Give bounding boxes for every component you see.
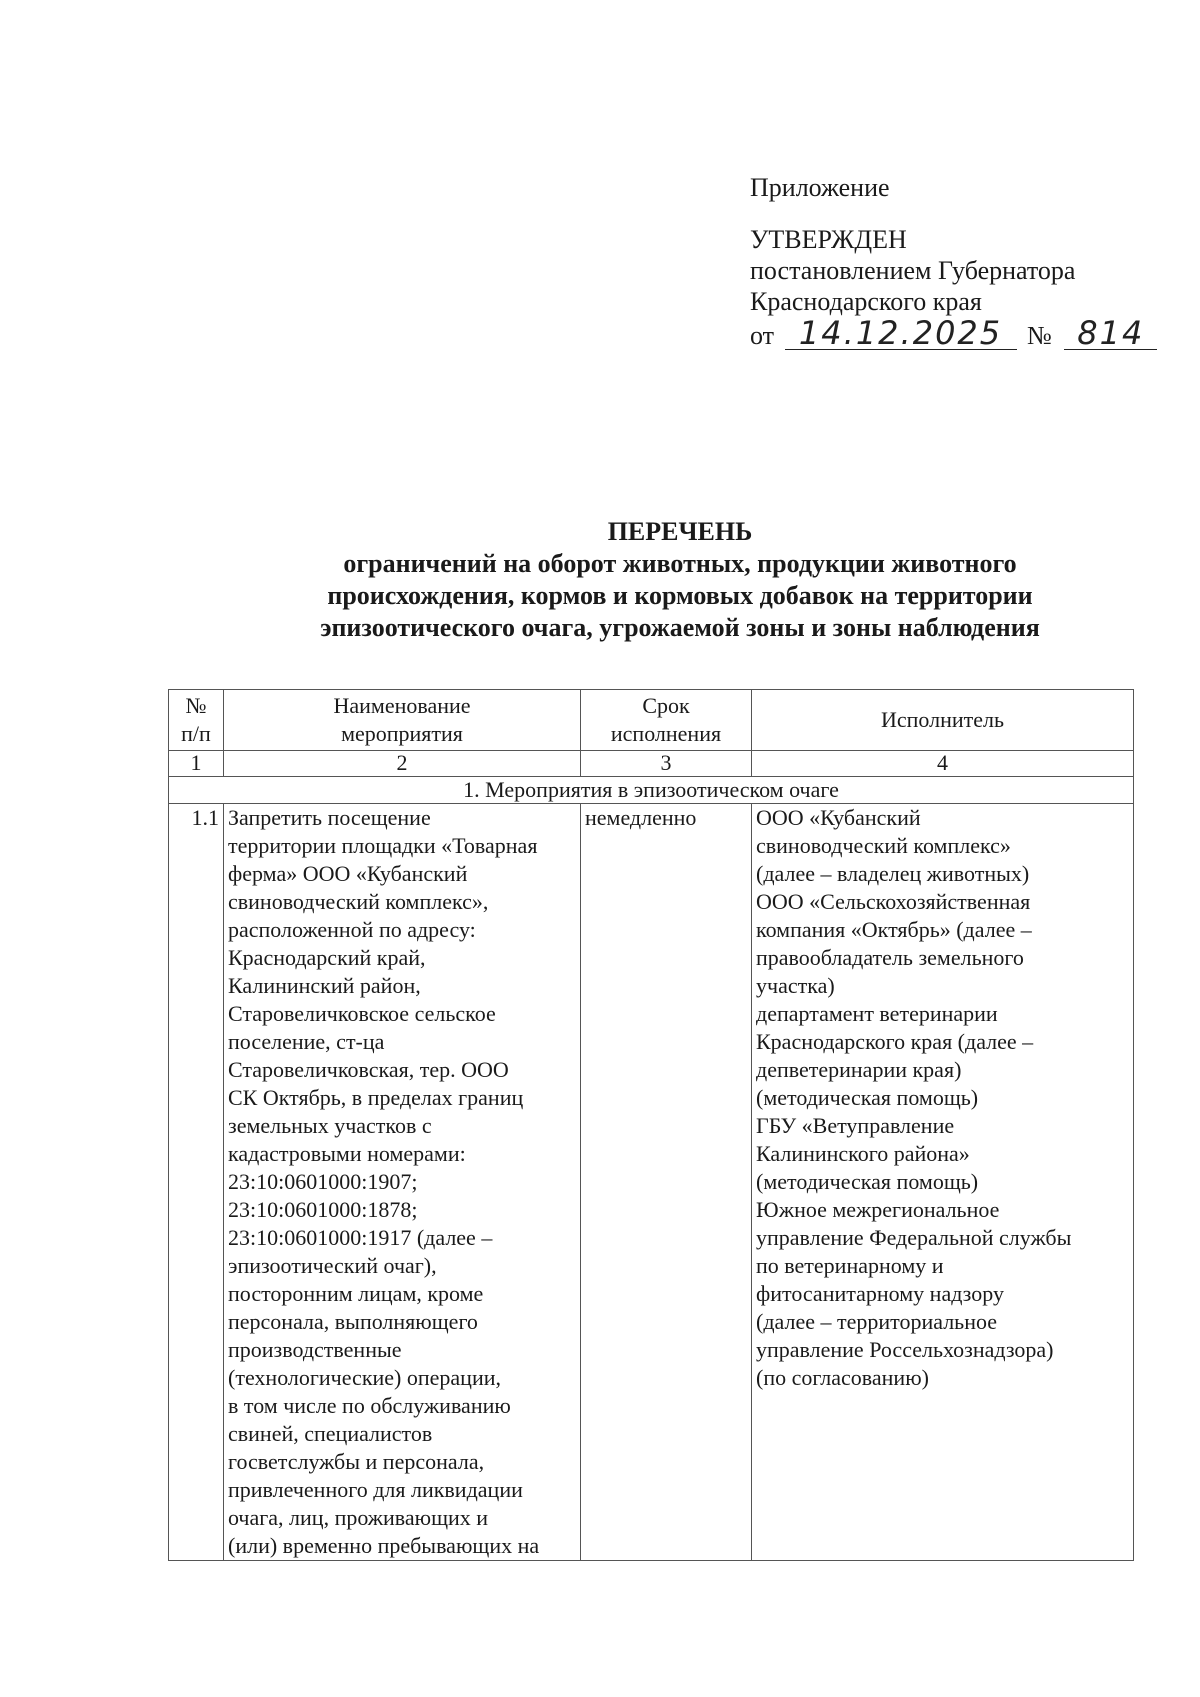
text-line: департамент ветеринарии	[756, 1001, 998, 1026]
text-line: 23:10:0601000:1917 (далее –	[228, 1225, 493, 1250]
row-measure-name	[224, 804, 581, 1561]
text-line: Краснодарского края (далее –	[756, 1029, 1034, 1054]
text-line: Запретить посещение	[228, 805, 431, 830]
text-line: территории площадки «Товарная	[228, 833, 538, 858]
text-line: управление Россельхознадзора)	[756, 1337, 1054, 1362]
col-number-3: 3	[581, 751, 752, 777]
text-line: (технологические) операции,	[228, 1365, 501, 1390]
text-line: в том числе по обслуживанию	[228, 1393, 511, 1418]
row-number: 1.1	[169, 804, 224, 1561]
text-line: Старовеличковская, тер. ООО	[228, 1057, 509, 1082]
section-title: 1. Мероприятия в эпизоотическом очаге	[169, 777, 1134, 804]
text-line: СК Октябрь, в пределах границ	[228, 1085, 524, 1110]
header-term: Срок исполнения	[581, 690, 752, 751]
text-line: ООО «Сельскохозяйственная	[756, 889, 1031, 914]
row-term: немедленно	[581, 804, 752, 1561]
handwritten-date: 14.12.2025	[785, 317, 1017, 350]
text-line: свиноводческий комплекс»,	[228, 889, 489, 914]
text-line: правообладатель земельного	[756, 945, 1024, 970]
text-line: фитосанитарному надзору	[756, 1281, 1004, 1306]
text-line: депветеринарии края)	[756, 1057, 962, 1082]
text-line: (методическая помощь)	[756, 1169, 979, 1194]
approved-by-line1: постановлением Губернатора	[750, 256, 1076, 285]
text-line: производственные	[228, 1337, 402, 1362]
text-line: (далее – территориальное	[756, 1309, 998, 1334]
text-line: ГБУ «Ветуправление	[756, 1113, 955, 1138]
text-line: посторонним лицам, кроме	[228, 1281, 484, 1306]
header-name: Наименование мероприятия	[224, 690, 581, 751]
title-line-1: ограничений на оборот животных, продукции животного	[343, 549, 1017, 578]
title-line-2: происхождения, кормов и кормовых добавок на территории	[327, 581, 1033, 610]
text-line: Старовеличковское сельское	[228, 1001, 496, 1026]
text-line: госветслужбы и персонала,	[228, 1449, 485, 1474]
section-row	[169, 777, 1134, 804]
number-sign: №	[1027, 321, 1052, 350]
text-line: компания «Октябрь» (далее –	[756, 917, 1032, 942]
column-number-row	[169, 751, 1134, 777]
text-line: свиней, специалистов	[228, 1421, 433, 1446]
date-prefix: от	[750, 321, 775, 350]
title-heading: ПЕРЕЧЕНЬ	[607, 517, 753, 546]
text-line: управление Федеральной службы	[756, 1225, 1072, 1250]
date-number-line	[750, 314, 1157, 352]
table-row	[169, 804, 1134, 1561]
col-number-1: 1	[169, 751, 224, 777]
text-line: расположенной по адресу:	[228, 917, 476, 942]
text-line: (далее – владелец животных)	[756, 861, 1030, 886]
text-line: земельных участков с	[228, 1113, 432, 1138]
text-line: (методическая помощь)	[756, 1085, 979, 1110]
text-line: ООО «Кубанский	[756, 805, 921, 830]
document-title	[180, 516, 1180, 644]
col-number-4: 4	[752, 751, 1134, 777]
text-line: 23:10:0601000:1907;	[228, 1169, 418, 1194]
approved-label: УТВЕРЖДЕН	[750, 225, 907, 254]
text-line: 23:10:0601000:1878;	[228, 1197, 418, 1222]
text-line: (или) временно пребывающих на	[228, 1533, 540, 1558]
table-header-row	[169, 690, 1134, 751]
handwritten-number: 814	[1064, 317, 1157, 350]
header-executor: Исполнитель	[752, 690, 1134, 751]
approved-by-line2: Краснодарского края	[750, 287, 982, 316]
measures-table	[168, 689, 1134, 1561]
text-line: привлеченного для ликвидации	[228, 1477, 523, 1502]
col-number-2: 2	[224, 751, 581, 777]
title-line-3: эпизоотического очага, угрожаемой зоны и зоны наблюдения	[320, 613, 1040, 642]
text-line: (по согласованию)	[756, 1365, 929, 1390]
text-line: Краснодарский край,	[228, 945, 426, 970]
text-line: Калининского района»	[756, 1141, 970, 1166]
text-line: персонала, выполняющего	[228, 1309, 478, 1334]
header-num: № п/п	[169, 690, 224, 751]
text-line: поселение, ст-ца	[228, 1029, 385, 1054]
text-line: по ветеринарному и	[756, 1253, 944, 1278]
text-line: Калининский район,	[228, 973, 421, 998]
appendix-label: Приложение	[750, 173, 890, 202]
text-line: эпизоотический очаг),	[228, 1253, 437, 1278]
text-line: ферма» ООО «Кубанский	[228, 861, 468, 886]
text-line: свиноводческий комплекс»	[756, 833, 1011, 858]
row-executor	[752, 804, 1134, 1561]
text-line: очага, лиц, проживающих и	[228, 1505, 489, 1530]
text-line: участка)	[756, 973, 835, 998]
text-line: Южное межрегиональное	[756, 1197, 1000, 1222]
text-line: кадастровыми номерами:	[228, 1141, 466, 1166]
approval-block	[750, 172, 1157, 351]
